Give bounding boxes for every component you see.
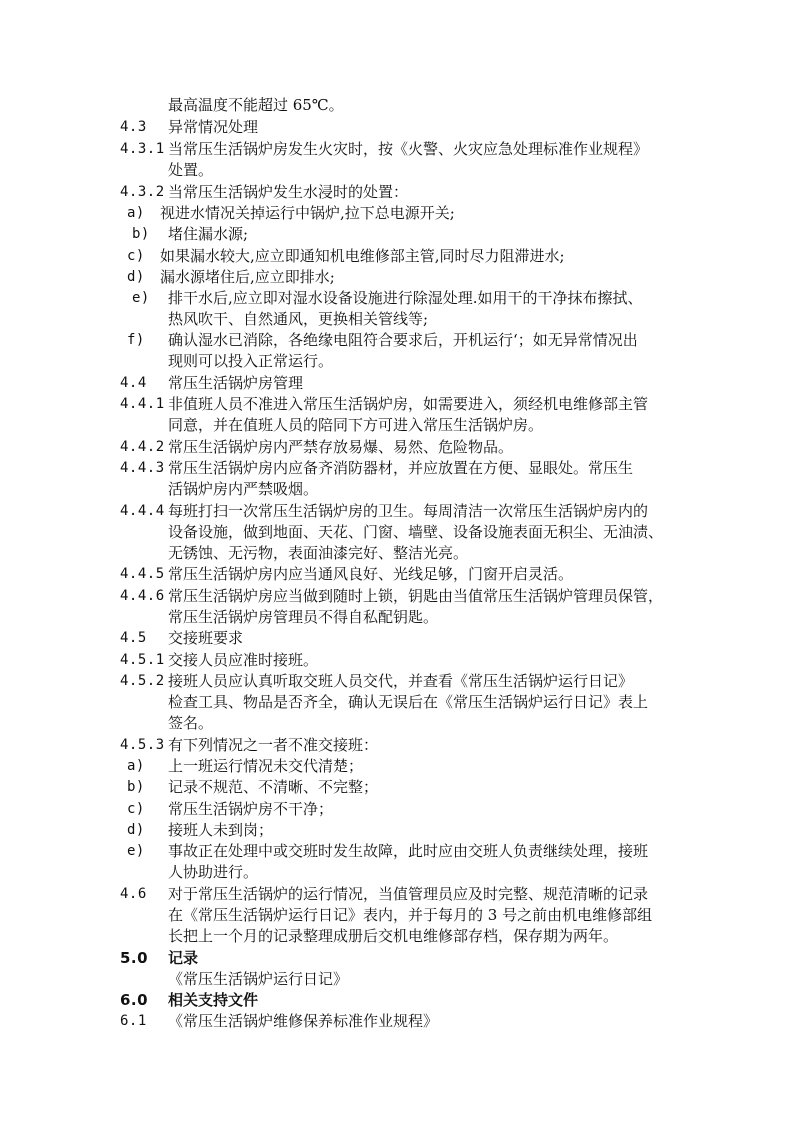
- list-marker: b): [132, 226, 150, 242]
- line-text: 检查工具、物品是否齐全，确认无误后在《常压生活锅炉运行日记》表上: [168, 693, 649, 711]
- chapter-title: 记录: [168, 949, 199, 967]
- clause-text: 常压生活锅炉房内应备齐消防器材，并应放置在方便、显眼处。常压生: [168, 459, 634, 477]
- list-marker: b): [127, 779, 145, 795]
- clause-number: 6.1: [120, 1013, 147, 1029]
- line-text: 现则可以投入正常运行。: [168, 352, 334, 370]
- clause-text: 有下列情况之一者不准交接班：: [168, 736, 379, 754]
- chapter-number: 5.0: [120, 949, 149, 967]
- section-number: 4.6: [120, 886, 147, 902]
- line-text: 热风吹干、自然通风，更换相关管线等;: [168, 310, 429, 328]
- chapter-title: 相关支持文件: [168, 991, 259, 1009]
- clause-text: 当常压生活锅炉发生水浸时的处置：: [168, 183, 409, 201]
- line-text: 长把上一个月的记录整理成册后交机电维修部存档，保存期为两年。: [168, 927, 619, 945]
- clause-text: 接班人员应认真听取交班人员交代，并查看《常压生活锅炉运行日记》: [168, 672, 634, 690]
- section-title: 交接班要求: [168, 629, 244, 647]
- line-text: 签名。: [168, 714, 214, 732]
- clause-number: 4.5.3: [120, 737, 165, 753]
- list-text: 如果漏水较大,应立即通知机电维修部主管,同时尽力阻滞进水;: [160, 247, 565, 265]
- list-marker: e): [127, 843, 145, 859]
- line-text: 同意，并在值班人员的陪同下方可进入常压生活锅炉房。: [168, 416, 544, 434]
- line-text: 常压生活锅炉房管理员不得自私配钥匙。: [168, 608, 439, 626]
- list-marker: d): [127, 269, 145, 285]
- list-marker: d): [127, 822, 145, 838]
- list-text: 视进水情况关掉运行中锅炉,拉下总电源开关;: [160, 204, 455, 222]
- clause-text: 非值班人员不准进入常压生活锅炉房，如需要进入，须经机电维修部主管: [168, 395, 649, 413]
- line-text: 设备设施，做到地面、天花、门窗、墙壁、设备设施表面无积尘、无油渍、: [168, 523, 664, 541]
- section-text: 对于常压生活锅炉的运行情况，当值管理员应及时完整、规范清晰的记录: [168, 885, 649, 903]
- clause-number: 4.3.2: [120, 184, 165, 200]
- line-text: 无锈蚀、无污物，表面油漆完好、整洁光亮。: [168, 544, 469, 562]
- clause-number: 4.4.2: [120, 439, 165, 455]
- list-marker: c): [127, 248, 145, 264]
- clause-number: 4.4.4: [120, 503, 165, 519]
- line-text: 在《常压生活锅炉运行日记》表内，并于每月的 3 号之前由机电维修部组: [168, 906, 653, 924]
- clause-text: 《常压生活锅炉维修保养标准作业规程》: [168, 1012, 439, 1030]
- list-text: 常压生活锅炉房不干净；: [168, 800, 334, 818]
- clause-number: 4.4.6: [120, 588, 165, 604]
- clause-number: 4.3.1: [120, 141, 165, 157]
- clause-number: 4.4.1: [120, 396, 165, 412]
- line-text: 最高温度不能超过 65℃。: [168, 96, 344, 114]
- chapter-number: 6.0: [120, 991, 149, 1009]
- section-number: 4.5: [120, 630, 147, 646]
- clause-number: 4.4.5: [120, 566, 165, 582]
- clause-text: 常压生活锅炉房应当做到随时上锁，钥匙由当值常压生活锅炉管理员保管，: [168, 587, 664, 605]
- line-text: 人协助进行。: [168, 863, 259, 881]
- clause-text: 当常压生活锅炉房发生火灾时，按《火警、火灾应急处理标准作业规程》: [168, 140, 649, 158]
- list-text: 确认湿水已消除，各绝缘电阻符合要求后，开机运行‘；如无异常情况出: [168, 331, 638, 349]
- list-text: 上一班运行情况未交代清楚；: [168, 757, 364, 775]
- line-text: 《常压生活锅炉运行日记》: [168, 970, 349, 988]
- list-text: 排干水后,应立即对湿水设备设施进行除湿处理.如用干的干净抹布擦拭、: [168, 289, 643, 307]
- clause-text: 常压生活锅炉房内应当通风良好、光线足够，门窗开启灵活。: [168, 565, 574, 583]
- list-marker: a): [127, 205, 145, 221]
- list-marker: a): [127, 758, 145, 774]
- clause-text: 每班打扫一次常压生活锅炉房的卫生。每周清洁一次常压生活锅炉房内的: [168, 502, 649, 520]
- line-text: 处置。: [168, 161, 214, 179]
- clause-number: 4.5.1: [120, 652, 165, 668]
- clause-number: 4.5.2: [120, 673, 165, 689]
- section-title: 异常情况处理: [168, 118, 259, 136]
- list-marker: c): [127, 801, 145, 817]
- section-number: 4.3: [120, 119, 147, 135]
- list-text: 漏水源堵住后,应立即排水;: [160, 268, 335, 286]
- clause-text: 常压生活锅炉房内严禁存放易爆、易然、危险物品。: [168, 438, 514, 456]
- list-marker: f): [127, 332, 145, 348]
- clause-number: 4.4.3: [120, 460, 165, 476]
- section-title: 常压生活锅炉房管理: [168, 374, 304, 392]
- list-text: 接班人未到岗；: [168, 821, 274, 839]
- list-marker: e): [132, 290, 150, 306]
- list-text: 事故正在处理中或交班时发生故障，此时应由交班人负责继续处理，接班: [168, 842, 649, 860]
- list-text: 堵住漏水源;: [168, 225, 249, 243]
- section-number: 4.4: [120, 375, 147, 391]
- clause-text: 交接人员应准时接班。: [168, 651, 319, 669]
- list-text: 记录不规范、不清晰、不完整；: [168, 778, 379, 796]
- line-text: 活锅炉房内严禁吸烟。: [168, 480, 319, 498]
